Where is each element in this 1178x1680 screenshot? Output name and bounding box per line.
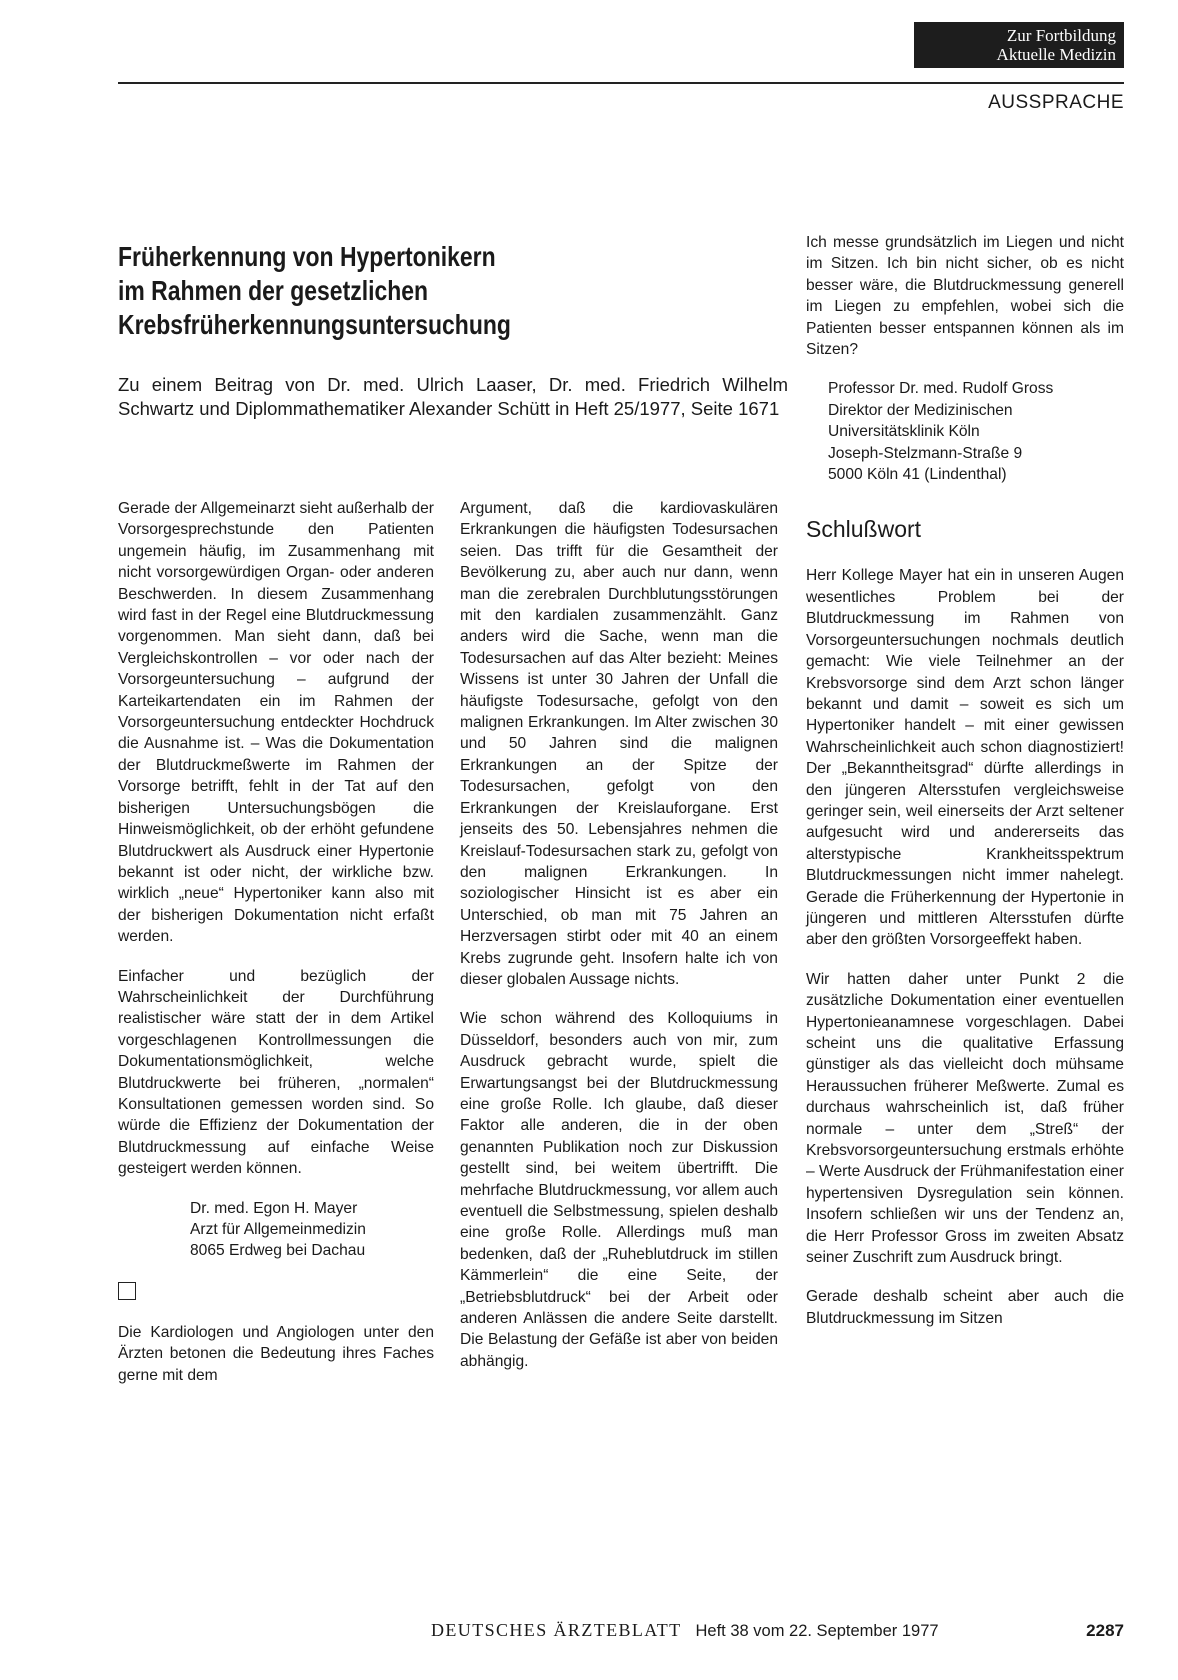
paragraph: Gerade deshalb scheint aber auch die Blutdruckmessung im Sitzen [806,1288,1124,1327]
rubric-line-2: Aktuelle Medizin [996,45,1116,64]
page-number: 2287 [1086,1621,1124,1640]
signature-line: Direktor der Medizinischen [828,401,1013,419]
signature-line: 5000 Köln 41 (Lindenthal) [828,466,1007,484]
column-1 [118,498,434,1404]
signature-gross [828,378,1124,485]
signature-line: Arzt für Allgemeinmedizin [190,1221,366,1238]
paragraph: Ich messe grundsätzlich im Liegen und nicht im Sitzen. Ich bin nicht sicher, ob es nicht besser wäre, die Blutdruckmessung generell im Liegen zu empfehlen, wobei sich die Patienten besser entspannen können als im Sitzen? [806,234,1124,359]
signature-line: Joseph-Stelzmann-Straße 9 [828,444,1023,462]
section-heading-schlusswort: Schlußwort [806,516,922,543]
paragraph: Herr Kollege Mayer hat ein in unseren Augen wesentliches Problem bei der Blutdruckmessung im Rahmen von Vorsorgeuntersuchungen nochmals deutlich gemacht: Wie viele Teilnehmer an der Krebsvorsorge sind dem Arzt schon länger bekannt und damit – soweit es sich um Hypertoniker handelt – mit einer gewissen Wahrscheinlichkeit auch schon diagnostiziert! Der „Bekanntheitsgrad“ dürfte allerdings in den jüngeren Altersstufen vergleichsweise geringer sein, weil einerseits der Arzt seltener aufgesucht wird und andererseits das alterstypische Krankheitsspektrum Blutdruckmessungen nicht immer nahelegt. Gerade die Früherkennung der Hypertonie in jüngeren und mittleren Altersstufen dürfte aber den größten Vorsorgeeffekt haben. [806,567,1124,949]
signature-mayer [190,1198,434,1262]
article-subtitle: Zu einem Beitrag von Dr. med. Ulrich Laaser, Dr. med. Friedrich Wilhelm Schwartz und Diplommathematiker Alexander Schütt in Heft 25/1977, Seite 1671 [118,374,788,419]
paragraph: Wir hatten daher unter Punkt 2 die zusätzliche Dokumentation einer eventuellen Hypertonieanamnese vorgeschlagen. Dabei scheint uns die qualitative Erfassung günstiger als das vielleicht doch mühsame Heraussuchen früherer Meßwerte. Zumal es durchaus wahrscheinlich ist, daß früher normale – unter dem „Streß“ der Krebsvorsorgeuntersuchung erstmals erhöhte – Werte Ausdruck der Frühmanifestation einer hypertensiven Dysregulation sein können. Insofern schließen wir uns der Tendenz an, die Herr Professor Gross im zweiten Absatz seiner Zuschrift zum Ausdruck bringt. [806,970,1124,1267]
title-line-2: im Rahmen der gesetzlichen [118,275,429,306]
signature-line: Dr. med. Egon H. Mayer [190,1199,358,1217]
title-line-1: Früherkennung von Hypertonikern [118,241,496,272]
section-separator-box-icon [118,1282,136,1300]
rubric-box [914,22,1124,68]
paragraph: Wie schon während des Kolloquiums in Düsseldorf, besonders auch von mir, zum Ausdruck gebracht wurde, spielt die Erwartungsangst bei der Blutdruckmessung eine große Rolle. Ich glaube, daß dieser Faktor alle anderen, die in der oben genannten Publikation noch zur Diskussion gestellt sind, bei weitem übertrifft. Die mehrfache Blutdruckmessung, vor allem auch eventuell die Selbstmessung, spielen deshalb eine große Rolle. Allerdings muß man bedenken, daß der „Ruheblutdruck im stillen Kämmerlein“ die eine Seite, der „Betriebsblutdruck“ bei der Arbeit oder anderen Anlässen die andere Seite darstellt. Die Belastung der Gefäße ist aber von beiden abhängig. [460,1010,778,1370]
issue-info: Heft 38 vom 22. September 1977 [695,1622,939,1640]
header-rule [118,82,1124,84]
paragraph: Die Kardiologen und Angiologen unter den Ärzten betonen die Bedeutung ihres Faches gerne mit dem [118,1323,434,1384]
paragraph: Einfacher und bezüglich der Wahrscheinlichkeit der Durchführung realistischer wäre statt der in dem Artikel vorgeschlagenen Kontrollmessungen die Dokumentationsmöglichkeit, welche Blutdruckwerte bei früheren, „normalen“ Konsultationen gemessen worden sind. So würde die Effizienz der Dokumentation der Blutdruckmessung auf einfache Weise gesteigert werden können. [118,967,434,1178]
paragraph: Gerade der Allgemeinarzt sieht außerhalb der Vorsorgesprechstunde den Patienten ungemein häufig, im Zusammenhang mit nicht vorsorgewürdigen Organ- oder anderen Beschwerden. In diesem Zusammenhang wird fast in der Regel eine Blutdruckmessung vorgenommen. Man sieht dann, daß bei Vergleichskontrollen – vor oder nach der Vorsorgeuntersuchung – aufgrund der Karteikartendaten ein im Rahmen der Vorsorgeuntersuchung entdeckter Hochdruck die Ausnahme ist. – Was die Dokumentation der Blutdruckmeßwerte im Rahmen der Vorsorge betrifft, fehlt in der Tat auf den bisherigen Untersuchungsbögen die Hinweismöglichkeit, ob der erhöht gefundene Blutdruckwert als Ausdruck einer Hypertonie bekannt ist oder nicht, der wirkliche bzw. wirklich „neue“ Hypertoniker kann also mit der bisherigen Dokumentation nicht erfaßt werden. [118,500,434,946]
article-title [118,240,577,342]
paragraph: Argument, daß die kardiovaskulären Erkrankungen die häufigsten Todesursachen seien. Das trifft für die Gesamtheit der Bevölkerung zu, aber auch nur dann, wenn man die zerebralen Durchblutungsstörungen mit den kardialen zusammenzählt. Ganz anders wird die Sache, wenn man die Todesursachen auf das Alter bezieht: Meines Wissens ist unter 30 Jahren der Unfall die häufigste Todesursache, gefolgt von den malignen Erkrankungen. Im Alter zwischen 30 und 50 Jahren sind die malignen Erkrankungen an der Spitze der Todesursachen, gefolgt von den Erkrankungen der Kreislauforgane. Erst jenseits des 50. Lebensjahres nehmen die Kreislauf-Todesursachen stark zu, gefolgt von den malignen Erkrankungen. In soziologischer Hinsicht ist es aber ein Unterschied, ob man mit 75 Jahren an Herzversagen stirbt oder mit 40 an einem Krebs zugrunde geht. Insofern halte ich von dieser globalen Aussage nichts. [460,500,778,988]
rubric-line-1: Zur Fortbildung [1006,26,1116,45]
title-line-3: Krebsfrüherkennungsuntersuchung [118,309,511,340]
signature-line: 8065 Erdweg bei Dachau [190,1242,366,1260]
section-label: AUSSPRACHE [988,92,1124,113]
signature-line: Universitätsklinik Köln [828,423,980,441]
column-2 [460,498,778,1390]
signature-line: Professor Dr. med. Rudolf Gross [828,380,1054,398]
column-3 [806,232,1124,1347]
journal-name: DEUTSCHES ÄRZTEBLATT [431,1620,682,1640]
page-footer [431,1620,1124,1641]
